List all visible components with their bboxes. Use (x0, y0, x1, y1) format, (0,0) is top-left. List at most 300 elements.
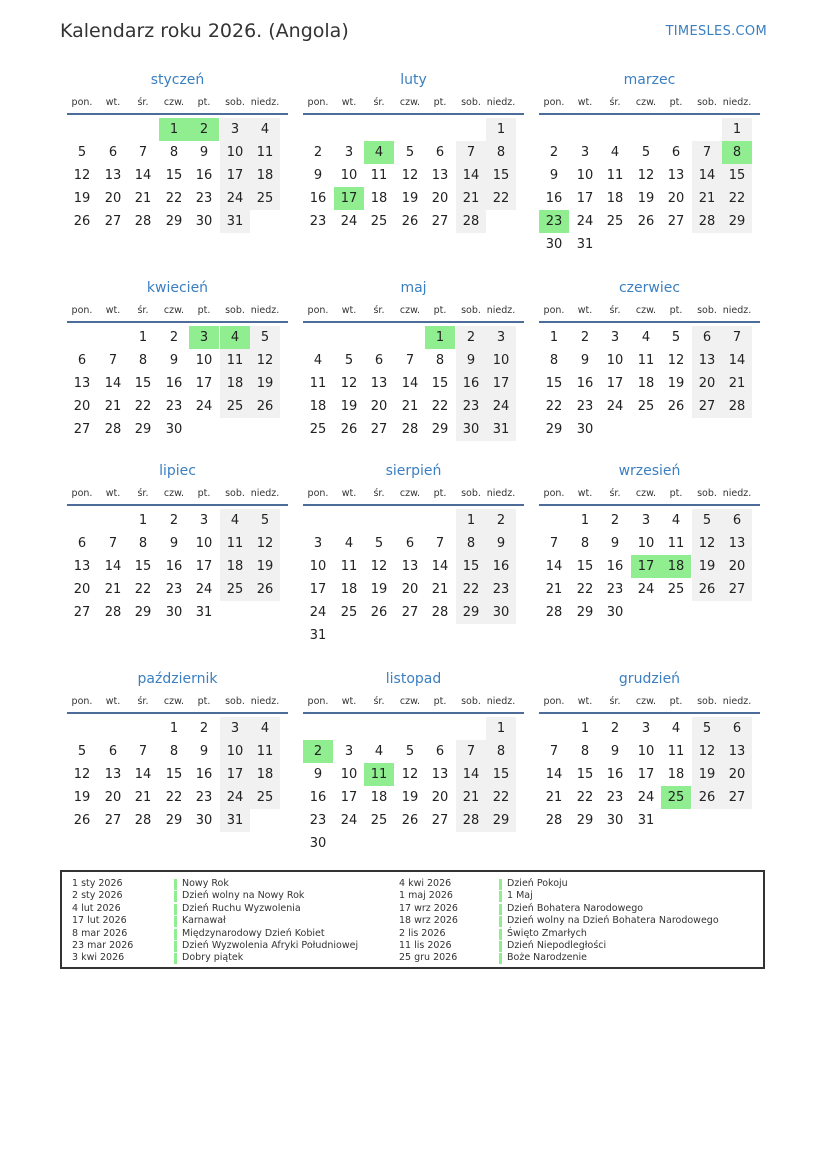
day-cell: 23 (309, 813, 327, 828)
weekday-label: pon. (543, 488, 565, 499)
day-cell: 31 (195, 605, 213, 620)
weekday-label: pon. (307, 97, 329, 108)
day-cell: 21 (104, 399, 122, 414)
day-cell: 27 (104, 214, 122, 229)
weekday-label: wt. (341, 97, 357, 108)
day-cell: 13 (401, 559, 419, 574)
day-cell: 16 (309, 191, 327, 206)
day-cell: 13 (73, 559, 91, 574)
day-cell: 28 (456, 210, 486, 233)
legend-marker (499, 904, 502, 915)
day-cell: 26 (637, 214, 655, 229)
day-cell: 7 (138, 744, 148, 759)
day-cell: 18 (309, 399, 327, 414)
day-cell: 9 (486, 532, 516, 555)
weekday-header (303, 305, 524, 319)
weekday-label: pon. (307, 488, 329, 499)
weekday-label: śr. (609, 97, 621, 108)
day-cell: 29 (134, 422, 152, 437)
day-cell: 14 (545, 767, 563, 782)
day-cell: 6 (405, 536, 415, 551)
weekday-label: wt. (577, 696, 593, 707)
weekday-label: pt. (433, 97, 447, 108)
weekday-header (67, 488, 288, 502)
day-cell: 2 (610, 721, 620, 736)
day-cell: 23 (456, 395, 486, 418)
day-cell: 3 (610, 330, 620, 345)
weekday-label: wt. (577, 305, 593, 316)
weekday-label: sob. (697, 305, 717, 316)
day-cell: 28 (692, 210, 722, 233)
day-cell: 4 (374, 744, 384, 759)
weekday-label: niedz. (486, 305, 516, 316)
day-cell: 6 (722, 717, 752, 740)
day-cell: 27 (722, 786, 752, 809)
legend-marker (174, 891, 177, 902)
day-cell: 3 (641, 721, 651, 736)
day-cell: 15 (431, 376, 449, 391)
month-name: marzec (623, 72, 676, 88)
legend-date: 23 mar 2026 (72, 940, 134, 951)
day-cell: 28 (104, 422, 122, 437)
weekday-label: śr. (373, 97, 385, 108)
weekday-label: pt. (669, 305, 683, 316)
day-cell: 20 (104, 790, 122, 805)
day-cell: 9 (610, 744, 620, 759)
day-cell: 12 (637, 168, 655, 183)
legend-date: 11 lis 2026 (399, 940, 452, 951)
day-cell: 30 (606, 605, 624, 620)
day-cell: 7 (549, 536, 559, 551)
weekday-label: pon. (71, 696, 93, 707)
day-cell: 29 (576, 605, 594, 620)
weekday-label: śr. (373, 305, 385, 316)
weekday-label: niedz. (486, 97, 516, 108)
weekday-label: wt. (577, 97, 593, 108)
day-cell: 1 (138, 513, 148, 528)
header-divider (67, 321, 288, 323)
day-cell: 16 (195, 168, 213, 183)
day-cell: 28 (545, 813, 563, 828)
legend-marker (174, 904, 177, 915)
day-cell: 29 (576, 813, 594, 828)
legend-marker (499, 916, 502, 927)
day-cell: 30 (456, 418, 486, 441)
weekday-label: czw. (635, 488, 657, 499)
weekday-label: czw. (399, 305, 421, 316)
day-cell: 26 (401, 214, 419, 229)
day-cell: 13 (722, 740, 752, 763)
month-name: wrzesień (618, 463, 681, 479)
day-cell: 19 (340, 399, 358, 414)
weekday-label: pt. (197, 305, 211, 316)
day-cell: 7 (108, 536, 118, 551)
day-cell: 25 (340, 605, 358, 620)
day-cell: 24 (195, 399, 213, 414)
weekday-label: pon. (307, 696, 329, 707)
header-divider (67, 113, 288, 115)
day-cell: 9 (456, 349, 486, 372)
day-cell: 10 (486, 349, 516, 372)
legend-date: 2 lis 2026 (399, 927, 446, 939)
legend-holiday-name: 1 Maj (507, 890, 533, 902)
day-cell: 18 (667, 767, 685, 782)
day-cell: 17 (486, 372, 516, 395)
day-cell: 13 (431, 168, 449, 183)
day-cell: 9 (549, 168, 559, 183)
day-cell: 9 (580, 353, 590, 368)
day-cell: 10 (195, 536, 213, 551)
day-cell: 15 (722, 164, 752, 187)
day-cell: 5 (405, 145, 415, 160)
weekday-label: pt. (669, 696, 683, 707)
day-cell: 28 (456, 809, 486, 832)
day-cell: 3 (313, 536, 323, 551)
day-cell: 12 (73, 767, 91, 782)
day-cell: 13 (667, 168, 685, 183)
weekday-label: śr. (609, 488, 621, 499)
day-cell: 16 (309, 790, 327, 805)
day-cell: 8 (169, 145, 179, 160)
day-cell: 8 (435, 353, 445, 368)
day-cell: 25 (220, 578, 250, 601)
day-cell: 28 (545, 605, 563, 620)
weekday-label: śr. (137, 696, 149, 707)
day-cell: 21 (545, 582, 563, 597)
day-cell: 20 (104, 191, 122, 206)
legend-marker (174, 879, 177, 890)
day-cell: 5 (344, 353, 354, 368)
day-cell: 28 (104, 605, 122, 620)
day-cell: 19 (692, 763, 722, 786)
day-cell: 10 (220, 740, 250, 763)
day-cell: 13 (722, 532, 752, 555)
day-cell: 30 (576, 422, 594, 437)
day-cell: 30 (486, 601, 516, 624)
weekday-label: wt. (341, 305, 357, 316)
day-cell: 9 (199, 145, 209, 160)
day-cell: 14 (104, 376, 122, 391)
day-cell: 11 (309, 376, 327, 391)
day-cell: 1 (138, 330, 148, 345)
legend-date: 4 kwi 2026 (399, 878, 452, 889)
day-cell: 3 (220, 118, 250, 141)
day-cell: 17 (576, 191, 594, 206)
day-cell: 14 (692, 164, 722, 187)
day-cell: 2 (580, 330, 590, 345)
legend-date: 17 wrz 2026 (399, 902, 458, 914)
legend-marker (499, 879, 502, 890)
day-cell: 29 (722, 210, 752, 233)
weekday-label: pon. (71, 488, 93, 499)
holiday-day-cell: 3 (189, 326, 219, 349)
day-cell: 26 (340, 422, 358, 437)
holiday-day-cell: 2 (303, 740, 333, 763)
header-divider (67, 712, 288, 714)
day-cell: 22 (545, 399, 563, 414)
day-cell: 20 (722, 763, 752, 786)
day-cell: 8 (138, 536, 148, 551)
weekday-label: niedz. (250, 488, 280, 499)
day-cell: 16 (576, 376, 594, 391)
day-cell: 12 (401, 767, 419, 782)
day-cell: 13 (431, 767, 449, 782)
header-divider (539, 113, 760, 115)
day-cell: 14 (104, 559, 122, 574)
day-cell: 4 (313, 353, 323, 368)
legend-holiday-name: Międzynarodowy Dzień Kobiet (182, 927, 325, 939)
day-cell: 14 (456, 164, 486, 187)
weekday-label: niedz. (486, 488, 516, 499)
day-cell: 5 (77, 145, 87, 160)
day-cell: 4 (671, 721, 681, 736)
day-cell: 26 (250, 395, 280, 418)
day-cell: 5 (374, 536, 384, 551)
day-cell: 21 (692, 187, 722, 210)
day-cell: 17 (340, 790, 358, 805)
day-cell: 6 (374, 353, 384, 368)
day-cell: 14 (431, 559, 449, 574)
day-cell: 3 (486, 326, 516, 349)
day-cell: 22 (165, 790, 183, 805)
weekday-header (303, 696, 524, 710)
weekday-label: śr. (137, 305, 149, 316)
day-cell: 3 (580, 145, 590, 160)
day-cell: 1 (169, 721, 179, 736)
day-cell: 7 (456, 141, 486, 164)
day-cell: 19 (73, 191, 91, 206)
day-cell: 29 (431, 422, 449, 437)
day-cell: 2 (456, 326, 486, 349)
day-cell: 24 (486, 395, 516, 418)
day-cell: 26 (73, 813, 91, 828)
weekday-label: pt. (197, 488, 211, 499)
weekday-label: czw. (163, 696, 185, 707)
legend-marker (499, 953, 502, 964)
weekday-label: czw. (399, 696, 421, 707)
day-cell: 25 (667, 582, 685, 597)
day-cell: 18 (370, 191, 388, 206)
day-cell: 17 (309, 582, 327, 597)
day-cell: 9 (199, 744, 209, 759)
day-cell: 5 (692, 509, 722, 532)
day-cell: 7 (405, 353, 415, 368)
weekday-label: pt. (197, 696, 211, 707)
day-cell: 20 (370, 399, 388, 414)
day-cell: 10 (195, 353, 213, 368)
weekday-label: śr. (137, 488, 149, 499)
legend-date: 4 lut 2026 (72, 902, 121, 914)
day-cell: 13 (73, 376, 91, 391)
day-cell: 4 (250, 118, 280, 141)
day-cell: 23 (606, 790, 624, 805)
day-cell: 23 (165, 399, 183, 414)
site-brand-link[interactable]: TIMESLES.COM (665, 24, 767, 39)
weekday-label: wt. (105, 305, 121, 316)
day-cell: 13 (104, 168, 122, 183)
day-cell: 19 (250, 372, 280, 395)
day-cell: 2 (313, 145, 323, 160)
legend-marker (499, 891, 502, 902)
day-cell: 25 (606, 214, 624, 229)
day-cell: 20 (722, 555, 752, 578)
day-cell: 28 (431, 605, 449, 620)
weekday-header (67, 696, 288, 710)
day-cell: 26 (692, 578, 722, 601)
day-cell: 3 (641, 513, 651, 528)
weekday-header (303, 488, 524, 502)
day-cell: 11 (667, 536, 685, 551)
day-cell: 12 (692, 740, 722, 763)
day-cell: 27 (73, 422, 91, 437)
day-cell: 18 (606, 191, 624, 206)
day-cell: 18 (637, 376, 655, 391)
weekday-label: niedz. (722, 97, 752, 108)
day-cell: 24 (576, 214, 594, 229)
weekday-header (539, 305, 760, 319)
weekday-label: czw. (163, 97, 185, 108)
day-cell: 27 (431, 214, 449, 229)
day-cell: 12 (370, 559, 388, 574)
legend-marker (174, 916, 177, 927)
day-cell: 28 (134, 214, 152, 229)
weekday-label: śr. (609, 305, 621, 316)
day-cell: 18 (220, 372, 250, 395)
weekday-label: wt. (341, 488, 357, 499)
day-cell: 23 (606, 582, 624, 597)
day-cell: 1 (722, 118, 752, 141)
day-cell: 27 (370, 422, 388, 437)
day-cell: 6 (671, 145, 681, 160)
day-cell: 5 (77, 744, 87, 759)
day-cell: 22 (165, 191, 183, 206)
weekday-label: śr. (609, 696, 621, 707)
day-cell: 26 (401, 813, 419, 828)
header-divider (303, 712, 524, 714)
day-cell: 1 (580, 721, 590, 736)
day-cell: 23 (309, 214, 327, 229)
holiday-day-cell: 25 (661, 786, 691, 809)
weekday-label: sob. (225, 696, 245, 707)
day-cell: 25 (637, 399, 655, 414)
legend-holiday-name: Karnawał (182, 915, 226, 927)
day-cell: 7 (456, 740, 486, 763)
day-cell: 4 (220, 509, 250, 532)
day-cell: 27 (73, 605, 91, 620)
day-cell: 24 (606, 399, 624, 414)
day-cell: 9 (313, 767, 323, 782)
weekday-label: sob. (697, 696, 717, 707)
day-cell: 18 (220, 555, 250, 578)
legend-date: 2 sty 2026 (72, 890, 123, 902)
day-cell: 19 (401, 191, 419, 206)
weekday-header (67, 305, 288, 319)
day-cell: 26 (370, 605, 388, 620)
holiday-day-cell: 23 (539, 210, 569, 233)
day-cell: 1 (456, 509, 486, 532)
day-cell: 11 (220, 532, 250, 555)
day-cell: 12 (667, 353, 685, 368)
day-cell: 10 (340, 168, 358, 183)
day-cell: 7 (722, 326, 752, 349)
day-cell: 5 (250, 326, 280, 349)
month-name: czerwiec (618, 280, 681, 296)
day-cell: 2 (169, 330, 179, 345)
header-divider (539, 504, 760, 506)
day-cell: 30 (606, 813, 624, 828)
legend-date: 1 maj 2026 (399, 890, 453, 902)
day-cell: 27 (104, 813, 122, 828)
day-cell: 4 (250, 717, 280, 740)
day-cell: 22 (134, 399, 152, 414)
day-cell: 12 (401, 168, 419, 183)
day-cell: 11 (220, 349, 250, 372)
day-cell: 13 (692, 349, 722, 372)
day-cell: 15 (576, 767, 594, 782)
day-cell: 29 (165, 813, 183, 828)
weekday-label: wt. (105, 97, 121, 108)
day-cell: 20 (431, 790, 449, 805)
day-cell: 9 (169, 353, 179, 368)
day-cell: 16 (165, 559, 183, 574)
day-cell: 25 (250, 786, 280, 809)
holiday-day-cell: 4 (364, 141, 394, 164)
day-cell: 21 (722, 372, 752, 395)
weekday-label: sob. (461, 97, 481, 108)
day-cell: 21 (104, 582, 122, 597)
day-cell: 13 (370, 376, 388, 391)
day-cell: 20 (73, 582, 91, 597)
day-cell: 16 (486, 555, 516, 578)
holiday-legend (60, 870, 765, 969)
day-cell: 15 (545, 376, 563, 391)
day-cell: 10 (637, 536, 655, 551)
weekday-label: czw. (635, 97, 657, 108)
day-cell: 17 (195, 559, 213, 574)
day-cell: 31 (576, 237, 594, 252)
day-cell: 11 (667, 744, 685, 759)
day-cell: 6 (722, 509, 752, 532)
day-cell: 8 (549, 353, 559, 368)
day-cell: 12 (340, 376, 358, 391)
day-cell: 1 (580, 513, 590, 528)
day-cell: 23 (195, 790, 213, 805)
weekday-label: sob. (225, 488, 245, 499)
legend-holiday-name: Dobry piątek (182, 952, 244, 964)
day-cell: 6 (435, 744, 445, 759)
day-cell: 7 (435, 536, 445, 551)
day-cell: 10 (220, 141, 250, 164)
day-cell: 14 (722, 349, 752, 372)
legend-date: 1 sty 2026 (72, 878, 123, 889)
day-cell: 11 (340, 559, 358, 574)
header-divider (539, 712, 760, 714)
day-cell: 29 (545, 422, 563, 437)
legend-date: 3 kwi 2026 (72, 952, 125, 964)
day-cell: 21 (431, 582, 449, 597)
day-cell: 2 (199, 721, 209, 736)
day-cell: 5 (671, 330, 681, 345)
day-cell: 16 (165, 376, 183, 391)
day-cell: 9 (169, 536, 179, 551)
month-name: lipiec (159, 463, 196, 479)
day-cell: 19 (73, 790, 91, 805)
day-cell: 31 (220, 809, 250, 832)
day-cell: 24 (195, 582, 213, 597)
day-cell: 29 (486, 809, 516, 832)
day-cell: 1 (486, 717, 516, 740)
day-cell: 8 (169, 744, 179, 759)
